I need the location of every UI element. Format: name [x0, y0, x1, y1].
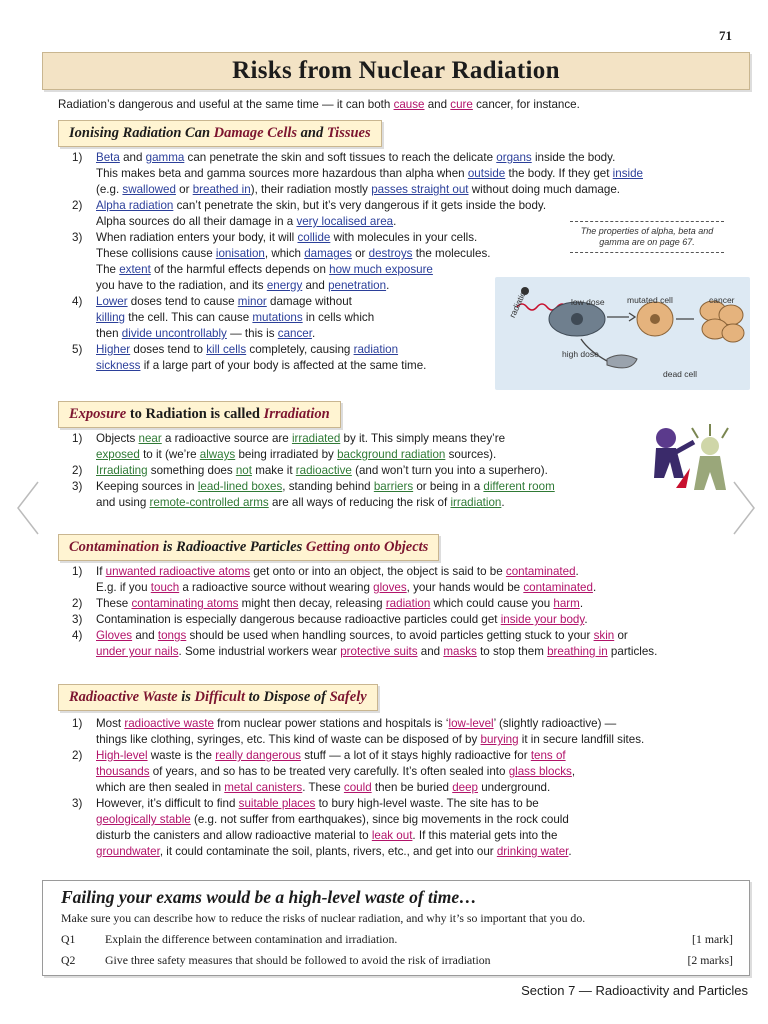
kw: under your nails — [96, 645, 179, 658]
kw: minor — [237, 295, 267, 308]
nucleus — [650, 314, 660, 324]
heading-part: Ionising Radiation Can — [69, 125, 211, 141]
kw: mutations — [252, 311, 303, 324]
txt: by it. This simply means they’re — [340, 432, 506, 445]
txt: the body. If they get — [505, 167, 613, 180]
intro-part: cancer, for instance. — [472, 98, 580, 111]
txt: Alpha sources do all their damage in a — [96, 215, 297, 228]
list-waste — [58, 716, 758, 860]
kw: really dangerous — [215, 749, 301, 762]
kw: Lower — [96, 295, 128, 308]
kw: sickness — [96, 359, 141, 372]
label-cancer: cancer — [709, 295, 735, 305]
kw: inside your body — [500, 613, 585, 626]
txt: . — [575, 565, 579, 578]
kw: outside — [467, 167, 506, 180]
list-item — [58, 479, 638, 511]
intro-part: and — [424, 98, 451, 111]
page-number: 71 — [719, 28, 732, 43]
item-number: 3) — [72, 613, 83, 626]
txt: should be used when handling sources, to avoid particles getting stuck to your — [186, 629, 594, 642]
txt: then be buried — [371, 781, 453, 794]
txt: or — [175, 183, 193, 196]
kw: remote-controlled arms — [149, 496, 269, 509]
kw: thousands — [96, 765, 150, 778]
txt: sources). — [445, 448, 497, 461]
list-item — [58, 612, 758, 628]
kw: very localised area — [296, 215, 394, 228]
kw: leak out — [371, 829, 413, 842]
intro-text — [58, 98, 580, 111]
txt: . — [393, 215, 397, 228]
section-heading-ionising — [58, 120, 382, 147]
cancer-cells — [700, 301, 744, 342]
kw: penetration — [328, 279, 387, 292]
kw: contaminating atoms — [131, 597, 239, 610]
txt: . — [386, 279, 390, 292]
txt: get onto or into an object, the object is said to be — [250, 565, 506, 578]
item-number: 3) — [72, 231, 83, 244]
kw: not — [235, 464, 252, 477]
kw: always — [199, 448, 236, 461]
item-number: 3) — [72, 797, 83, 810]
list-item — [58, 596, 758, 612]
list-item — [58, 748, 758, 796]
txt: These — [96, 597, 132, 610]
txt: without doing much damage. — [468, 183, 620, 196]
txt: to it (we’re — [139, 448, 200, 461]
item-number: 1) — [72, 717, 83, 730]
txt: can’t penetrate the skin, but it’s very dangerous if it gets inside the body. — [173, 199, 547, 212]
list-item — [58, 463, 638, 479]
item-number: 2) — [72, 749, 83, 762]
list-item — [58, 716, 758, 748]
heading-part: Contamination — [69, 539, 160, 555]
nucleus — [571, 313, 583, 325]
kw: near — [138, 432, 162, 445]
item-number: 1) — [72, 151, 83, 164]
txt: , which — [264, 247, 305, 260]
kw: swallowed — [122, 183, 176, 196]
txt: from nuclear power stations and hospitals is ‘ — [213, 717, 449, 730]
item-number: 2) — [72, 464, 83, 477]
kw: harm — [553, 597, 580, 610]
title-banner — [42, 52, 750, 90]
kw: radioactive — [295, 464, 352, 477]
kw: radiation — [353, 343, 399, 356]
kw: glass blocks — [508, 765, 572, 778]
txt: and using — [96, 496, 150, 509]
label-radiation: radiation — [507, 285, 530, 320]
kw: touch — [150, 581, 180, 594]
creature-spikes — [692, 424, 728, 438]
heading-part: Irradiation — [263, 406, 330, 422]
txt: can penetrate the skin and soft tissues to reach the delicate — [184, 151, 497, 164]
kw: tongs — [157, 629, 187, 642]
txt: Objects — [96, 432, 139, 445]
txt: doses tend to cause — [127, 295, 238, 308]
kw: High-level — [96, 749, 148, 762]
kw: masks — [443, 645, 477, 658]
kw: protective suits — [340, 645, 418, 658]
kw: Higher — [96, 343, 131, 356]
txt: ’ (slightly radioactive) — — [493, 717, 617, 730]
txt: then — [96, 327, 122, 340]
txt: it in secure landfill sites. — [518, 733, 645, 746]
kw: exposed — [96, 448, 140, 461]
txt: (and won’t turn you into a superhero). — [351, 464, 548, 477]
kw: deep — [452, 781, 479, 794]
heading-part: to Dispose of — [248, 689, 326, 705]
txt: , standing behind — [282, 480, 374, 493]
txt: However, it’s difficult to find — [96, 797, 239, 810]
txt: being irradiated by — [235, 448, 338, 461]
section-heading-waste — [58, 684, 378, 711]
item-number: 5) — [72, 343, 83, 356]
item-number: 2) — [72, 199, 83, 212]
heading-part: is — [181, 689, 191, 705]
kw: killing — [96, 311, 125, 324]
txt: . — [568, 845, 572, 858]
txt: This makes beta and gamma sources more hazardous than alpha when — [96, 167, 468, 180]
kw: organs — [496, 151, 532, 164]
kw: inside — [612, 167, 643, 180]
item-number: 1) — [72, 565, 83, 578]
txt: might then decay, releasing — [238, 597, 386, 610]
arrow-head — [629, 313, 635, 321]
txt: , your hands would be — [406, 581, 524, 594]
txt: . Some industrial workers wear — [178, 645, 341, 658]
kw: irradiation — [450, 496, 502, 509]
kw: contaminated — [523, 581, 593, 594]
txt: . — [579, 597, 584, 610]
kw: contaminated — [505, 565, 576, 578]
kw: background radiation — [337, 448, 446, 461]
kw: divide uncontrollably — [121, 327, 227, 340]
kw: skin — [593, 629, 615, 642]
txt: of years, and so has to be treated very carefully. It’s often sealed into — [149, 765, 509, 778]
txt: and — [302, 279, 329, 292]
keyword-cure: cure — [450, 98, 473, 111]
kw: suitable places — [238, 797, 316, 810]
txt: When radiation enters your body, it will — [96, 231, 298, 244]
section-heading-irradiation — [58, 401, 341, 428]
txt: and — [119, 151, 146, 164]
txt: . These — [302, 781, 344, 794]
heading-part: is Radioactive Particles — [162, 539, 303, 555]
kw: barriers — [373, 480, 414, 493]
exam-box-title: Failing your exams would be a high-level waste of time… — [61, 887, 477, 907]
question-text: Give three safety measures that should be followed to avoid the risk of irradiation — [105, 953, 491, 967]
txt: , it could contaminate the soil, plants, rivers, etc., and get into our — [159, 845, 497, 858]
txt: the cell. This can cause — [125, 311, 253, 324]
txt: you have to the radiation, and its — [96, 279, 267, 292]
superhero-illustration — [638, 418, 738, 508]
txt: with molecules in your cells. — [330, 231, 478, 244]
kw: Gloves — [96, 629, 133, 642]
next-page-arrow-icon[interactable] — [730, 478, 758, 538]
kw: breathing in — [547, 645, 608, 658]
txt: Contamination is especially dangerous because radioactive particles could get — [96, 613, 501, 626]
kw: groundwater — [96, 845, 160, 858]
radiation-dose-diagram — [495, 277, 750, 390]
txt: to stop them — [476, 645, 548, 658]
list-item — [58, 431, 638, 463]
txt: damage without — [266, 295, 352, 308]
kw: ionisation — [215, 247, 265, 260]
txt: a radioactive source are — [161, 432, 292, 445]
txt: a radioactive source without wearing — [179, 581, 374, 594]
txt: and — [417, 645, 444, 658]
list-item — [58, 150, 748, 198]
kw: geologically stable — [96, 813, 191, 826]
txt: Most — [96, 717, 125, 730]
kw: Beta — [96, 151, 120, 164]
kw: destroys — [368, 247, 413, 260]
exam-box-text: Make sure you can describe how to reduce the risks of nuclear radiation, and why it’s so important that you do. — [61, 911, 586, 925]
txt: . — [501, 496, 505, 509]
kw: collide — [297, 231, 331, 244]
label-low-dose: low dose — [571, 297, 605, 307]
txt: or — [351, 247, 369, 260]
txt: . If this material gets into the — [412, 829, 558, 842]
txt: completely, causing — [246, 343, 354, 356]
txt: or — [614, 629, 628, 642]
page-reference-note: The properties of alpha, beta and gamma are on page 67. — [570, 221, 724, 253]
question-marks: [2 marks] — [687, 953, 733, 967]
question-number: Q2 — [61, 953, 76, 967]
txt: the molecules. — [412, 247, 491, 260]
question-number: Q1 — [61, 932, 76, 946]
txt: . — [592, 581, 597, 594]
kw: different room — [483, 480, 555, 493]
txt: and — [132, 629, 158, 642]
kw: damages — [304, 247, 352, 260]
kw: radioactive waste — [124, 717, 214, 730]
heading-part: Getting onto Objects — [305, 539, 429, 555]
kw: radiation — [385, 597, 431, 610]
txt: , — [571, 765, 576, 778]
item-number: 4) — [72, 295, 83, 308]
txt: if a large part of your body is affected at the same time. — [140, 359, 427, 372]
txt: inside the body. — [531, 151, 616, 164]
txt: (e.g. not suffer from earthquakes), since big movements in the rock could — [190, 813, 569, 826]
kw: cancer — [277, 327, 312, 340]
list-item — [58, 564, 758, 596]
label-mutated-cell: mutated cell — [627, 295, 673, 305]
txt: (e.g. — [96, 183, 123, 196]
heading-part: Damage Cells — [213, 125, 298, 141]
txt: disturb the canisters and allow radioactive material to — [96, 829, 372, 842]
txt: to bury high-level waste. The site has to be — [315, 797, 539, 810]
list-item — [58, 796, 758, 860]
txt: which are then sealed in — [96, 781, 225, 794]
kw: burying — [480, 733, 519, 746]
txt: These collisions cause — [96, 247, 216, 260]
txt: in cells which — [302, 311, 375, 324]
list-contamination — [58, 564, 758, 660]
item-number: 3) — [72, 480, 83, 493]
kw: energy — [266, 279, 303, 292]
kw: low-level — [448, 717, 494, 730]
list-irradiation — [58, 431, 638, 511]
label-high-dose: high dose — [562, 349, 599, 359]
page-title: Risks from Nuclear Radiation — [232, 57, 560, 84]
list-item — [58, 628, 758, 660]
item-number: 4) — [72, 629, 83, 642]
txt: make it — [251, 464, 296, 477]
txt: or being in a — [413, 480, 484, 493]
txt: If — [96, 565, 106, 578]
heading-part: Difficult — [194, 689, 246, 705]
heading-part: Tissues — [326, 125, 371, 141]
previous-page-arrow-icon[interactable] — [14, 478, 42, 538]
heading-part: Radioactive Waste — [69, 689, 178, 705]
keyword-cause: cause — [393, 98, 425, 111]
txt: of the harmful effects depends on — [150, 263, 330, 276]
kw: breathed in — [192, 183, 251, 196]
section-footer: Section 7 — Radioactivity and Particles — [521, 983, 748, 998]
txt: . — [311, 327, 316, 340]
kw: gamma — [145, 151, 185, 164]
kw: Irradiating — [96, 464, 148, 477]
txt: doses tend to — [130, 343, 207, 356]
txt: E.g. if you — [96, 581, 151, 594]
cells-illustration — [495, 277, 750, 390]
kw: gloves — [373, 581, 407, 594]
kw: metal canisters — [224, 781, 303, 794]
txt: particles. — [607, 645, 658, 658]
txt: The — [96, 263, 120, 276]
txt: ), their radiation mostly — [250, 183, 372, 196]
kw: passes straight out — [371, 183, 469, 196]
txt: something does — [147, 464, 236, 477]
label-dead-cell: dead cell — [663, 369, 698, 379]
kw: extent — [119, 263, 151, 276]
hero-head — [656, 428, 676, 448]
txt: things like clothing, syringes, etc. This kind of waste can be disposed of by — [96, 733, 481, 746]
txt: Keeping sources in — [96, 480, 198, 493]
question-marks: [1 mark] — [692, 932, 733, 946]
txt: . — [584, 613, 588, 626]
question-text: Explain the difference between contamination and irradiation. — [105, 932, 398, 946]
creature-head — [701, 437, 719, 455]
kw: tens of — [530, 749, 566, 762]
kw: how much exposure — [329, 263, 433, 276]
hero-arm — [676, 442, 694, 452]
item-number: 1) — [72, 432, 83, 445]
kw: drinking water — [496, 845, 569, 858]
kw: Alpha radiation — [96, 199, 174, 212]
txt: are all ways of reducing the risk of — [268, 496, 451, 509]
kw: could — [343, 781, 372, 794]
heading-part: to Radiation is called — [129, 406, 260, 422]
kw: kill cells — [206, 343, 247, 356]
item-number: 2) — [72, 597, 83, 610]
exam-questions-box — [42, 880, 750, 976]
txt: stuff — a lot of it stays highly radioactive for — [300, 749, 531, 762]
intro-part: Radiation’s dangerous and useful at the same time — it can both — [58, 98, 394, 111]
txt: underground. — [478, 781, 551, 794]
txt: which could cause you — [430, 597, 554, 610]
dead-cell-shape — [607, 355, 637, 368]
creature-body — [694, 456, 726, 490]
kw: lead-lined boxes — [197, 480, 283, 493]
heading-part: and — [300, 125, 324, 141]
kw: irradiated — [291, 432, 341, 445]
heading-part: Safely — [329, 689, 367, 705]
kw: unwanted radioactive atoms — [105, 565, 251, 578]
txt: waste is the — [147, 749, 216, 762]
heading-part: Exposure — [69, 406, 127, 422]
txt: — this is — [226, 327, 278, 340]
section-heading-contamination — [58, 534, 439, 561]
